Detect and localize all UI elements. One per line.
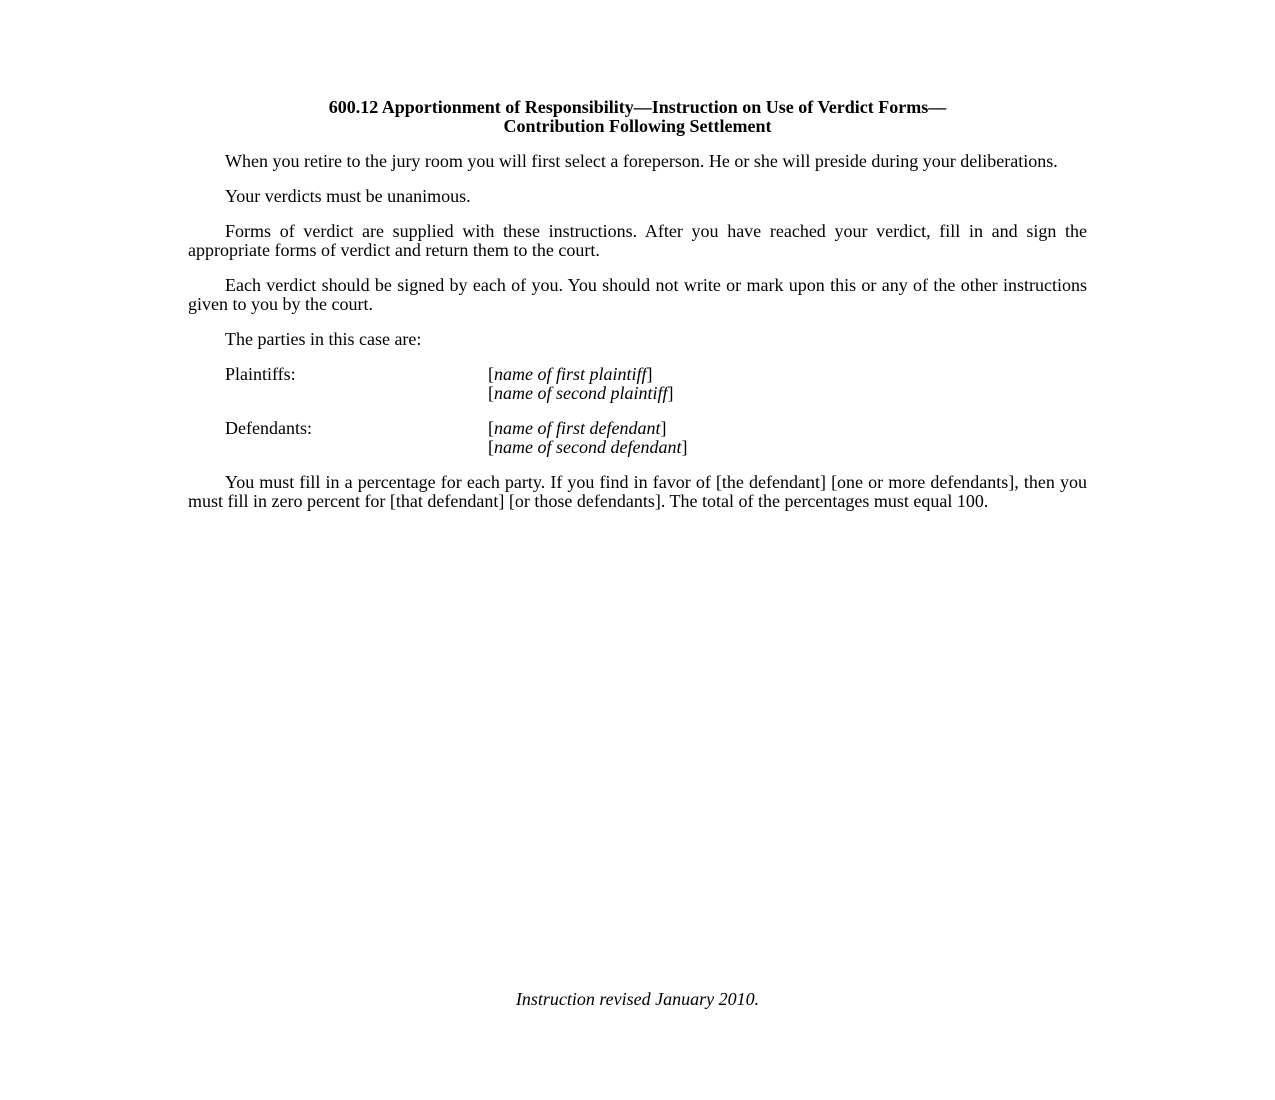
defendant-name-text: name of first defendant	[494, 418, 661, 438]
paragraph-parties-intro: The parties in this case are:	[225, 329, 422, 349]
defendant-name	[488, 419, 687, 438]
close-bracket: ]	[667, 383, 674, 403]
close-bracket: ]	[660, 418, 667, 438]
title-line-2: Contribution Following Settlement	[503, 116, 772, 136]
plaintiff-name	[488, 365, 673, 384]
paragraph-unanimous: Your verdicts must be unanimous.	[225, 186, 471, 206]
open-bracket: [	[488, 364, 494, 384]
plaintiffs-names	[488, 365, 673, 403]
parties-list	[188, 365, 1087, 457]
close-bracket: ]	[681, 437, 688, 457]
defendant-name	[488, 438, 687, 457]
defendants-label: Defendants:	[225, 418, 312, 438]
open-bracket: [	[488, 418, 494, 438]
open-bracket: [	[488, 437, 494, 457]
paragraph-verdict-forms: Forms of verdict are supplied with these instructions. After you have reached your verdict, fill in and sign the appropriate forms of verdict and return them to the court.	[188, 221, 1087, 260]
plaintiff-name	[488, 384, 673, 403]
instruction-title	[188, 98, 1087, 136]
open-bracket: [	[488, 383, 494, 403]
title-line-1: 600.12 Apportionment of Responsibility—Instruction on Use of Verdict Forms—	[328, 97, 947, 117]
plaintiff-name-text: name of second plaintiff	[494, 383, 668, 403]
close-bracket: ]	[646, 364, 653, 384]
defendant-name-text: name of second defendant	[494, 437, 682, 457]
plaintiffs-row	[188, 365, 1087, 403]
revision-note: Instruction revised January 2010.	[515, 989, 760, 1009]
paragraph-percentages: You must fill in a percentage for each party. If you find in favor of [the defendant] [one or more defendants], then you must fill in zero percent for [that defendant] [or those defendants]. The total of the percentages must equal 100.	[188, 472, 1087, 511]
plaintiff-name-text: name of first plaintiff	[494, 364, 647, 384]
paragraph-foreperson: When you retire to the jury room you will first select a foreperson. He or she will preside during your deliberations.	[225, 151, 1058, 171]
instruction-document	[188, 98, 1087, 511]
defendants-row	[188, 419, 1087, 457]
defendants-names	[488, 419, 687, 457]
paragraph-signing: Each verdict should be signed by each of you. You should not write or mark upon this or any of the other instructions given to you by the court.	[188, 275, 1087, 314]
plaintiffs-label: Plaintiffs:	[225, 364, 296, 384]
